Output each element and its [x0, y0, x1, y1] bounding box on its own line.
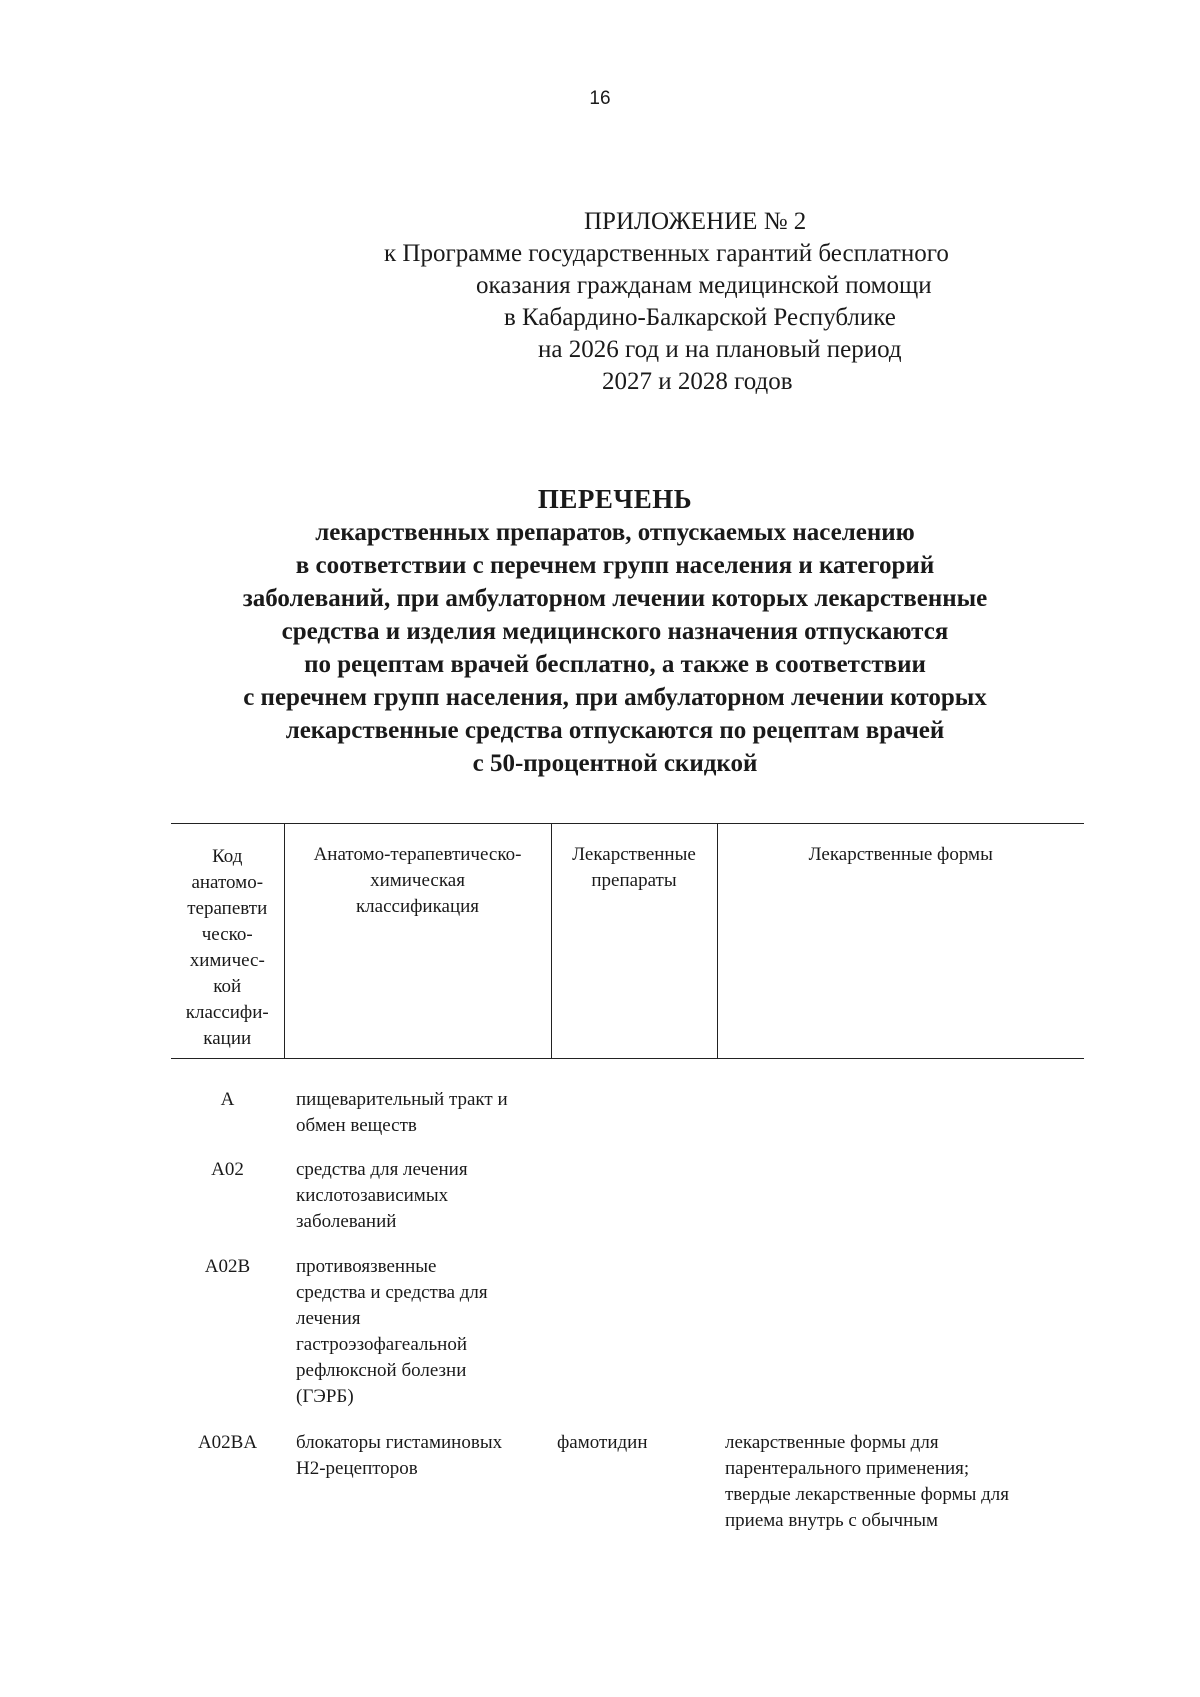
table-header-row [171, 824, 1084, 1059]
atc-code-cell: A02 [211, 1159, 244, 1180]
appendix-title: ПРИЛОЖЕНИЕ № 2 [584, 208, 807, 235]
header-drugs: Лекарственные препараты [551, 824, 717, 1059]
page-number: 16 [589, 88, 611, 109]
title-line: заболеваний, при амбулаторном лечении которых лекарственные [242, 585, 988, 612]
atc-name-cell: блокаторы гистаминовых H2-рецепторов [296, 1432, 503, 1479]
table-row [171, 1139, 1084, 1235]
document-title [0, 482, 1200, 780]
forms-cell [717, 1059, 1084, 1140]
drug-cell [551, 1059, 717, 1140]
header-atc-classification: Анатомо-терапевтическо- химическая классификация [284, 824, 551, 1059]
table-row [171, 1059, 1084, 1140]
appendix-line: в Кабардино-Балкарской Республике [504, 304, 896, 331]
appendix-block [380, 206, 1080, 398]
atc-name-cell: средства для лечения кислотозависимых заболеваний [296, 1159, 468, 1232]
document-heading: ПЕРЕЧЕНЬ [537, 484, 693, 514]
title-line: в соответствии с перечнем групп населения и категорий [295, 552, 935, 579]
forms-cell [717, 1139, 1084, 1235]
appendix-line: 2027 и 2028 годов [602, 368, 793, 395]
drug-cell [551, 1235, 717, 1410]
drug-list-table [171, 823, 1084, 1534]
atc-code-cell: A02B [204, 1256, 251, 1277]
table-row [171, 1235, 1084, 1410]
atc-code-cell: A [220, 1089, 235, 1110]
title-line: лекарственные средства отпускаются по рецептам врачей [285, 717, 945, 744]
appendix-line: оказания гражданам медицинской помощи [476, 272, 932, 299]
title-line: лекарственных препаратов, отпускаемых населению [315, 519, 915, 546]
table-row [171, 1410, 1084, 1534]
drug-cell [551, 1139, 717, 1235]
drug-cell: фамотидин [557, 1432, 648, 1453]
header-atc-code: Код анатомо- терапевти ческо- химичес- кой классифи- кации [171, 824, 284, 1059]
atc-name-cell: пищеварительный тракт и обмен веществ [296, 1089, 508, 1136]
title-line: средства и изделия медицинского назначения отпускаются [281, 618, 949, 645]
appendix-line: к Программе государственных гарантий бесплатного [384, 240, 949, 267]
forms-cell [717, 1235, 1084, 1410]
atc-name-cell: противоязвенные средства и средства для лечения гастроэзофагеальной рефлюксной болезни (ГЭРБ) [296, 1256, 488, 1407]
forms-cell: лекарственные формы для парентерального применения; твердые лекарственные формы для приема внутрь с обычным [725, 1432, 1010, 1531]
title-line: с 50-процентной скидкой [472, 750, 758, 777]
title-line: с перечнем групп населения, при амбулаторном лечении которых [243, 684, 987, 711]
atc-code-cell: A02BA [197, 1432, 258, 1453]
title-line: по рецептам врачей бесплатно, а также в соответствии [304, 651, 926, 678]
appendix-line: на 2026 год и на плановый период [538, 336, 902, 363]
header-dosage-forms: Лекарственные формы [717, 824, 1084, 1059]
